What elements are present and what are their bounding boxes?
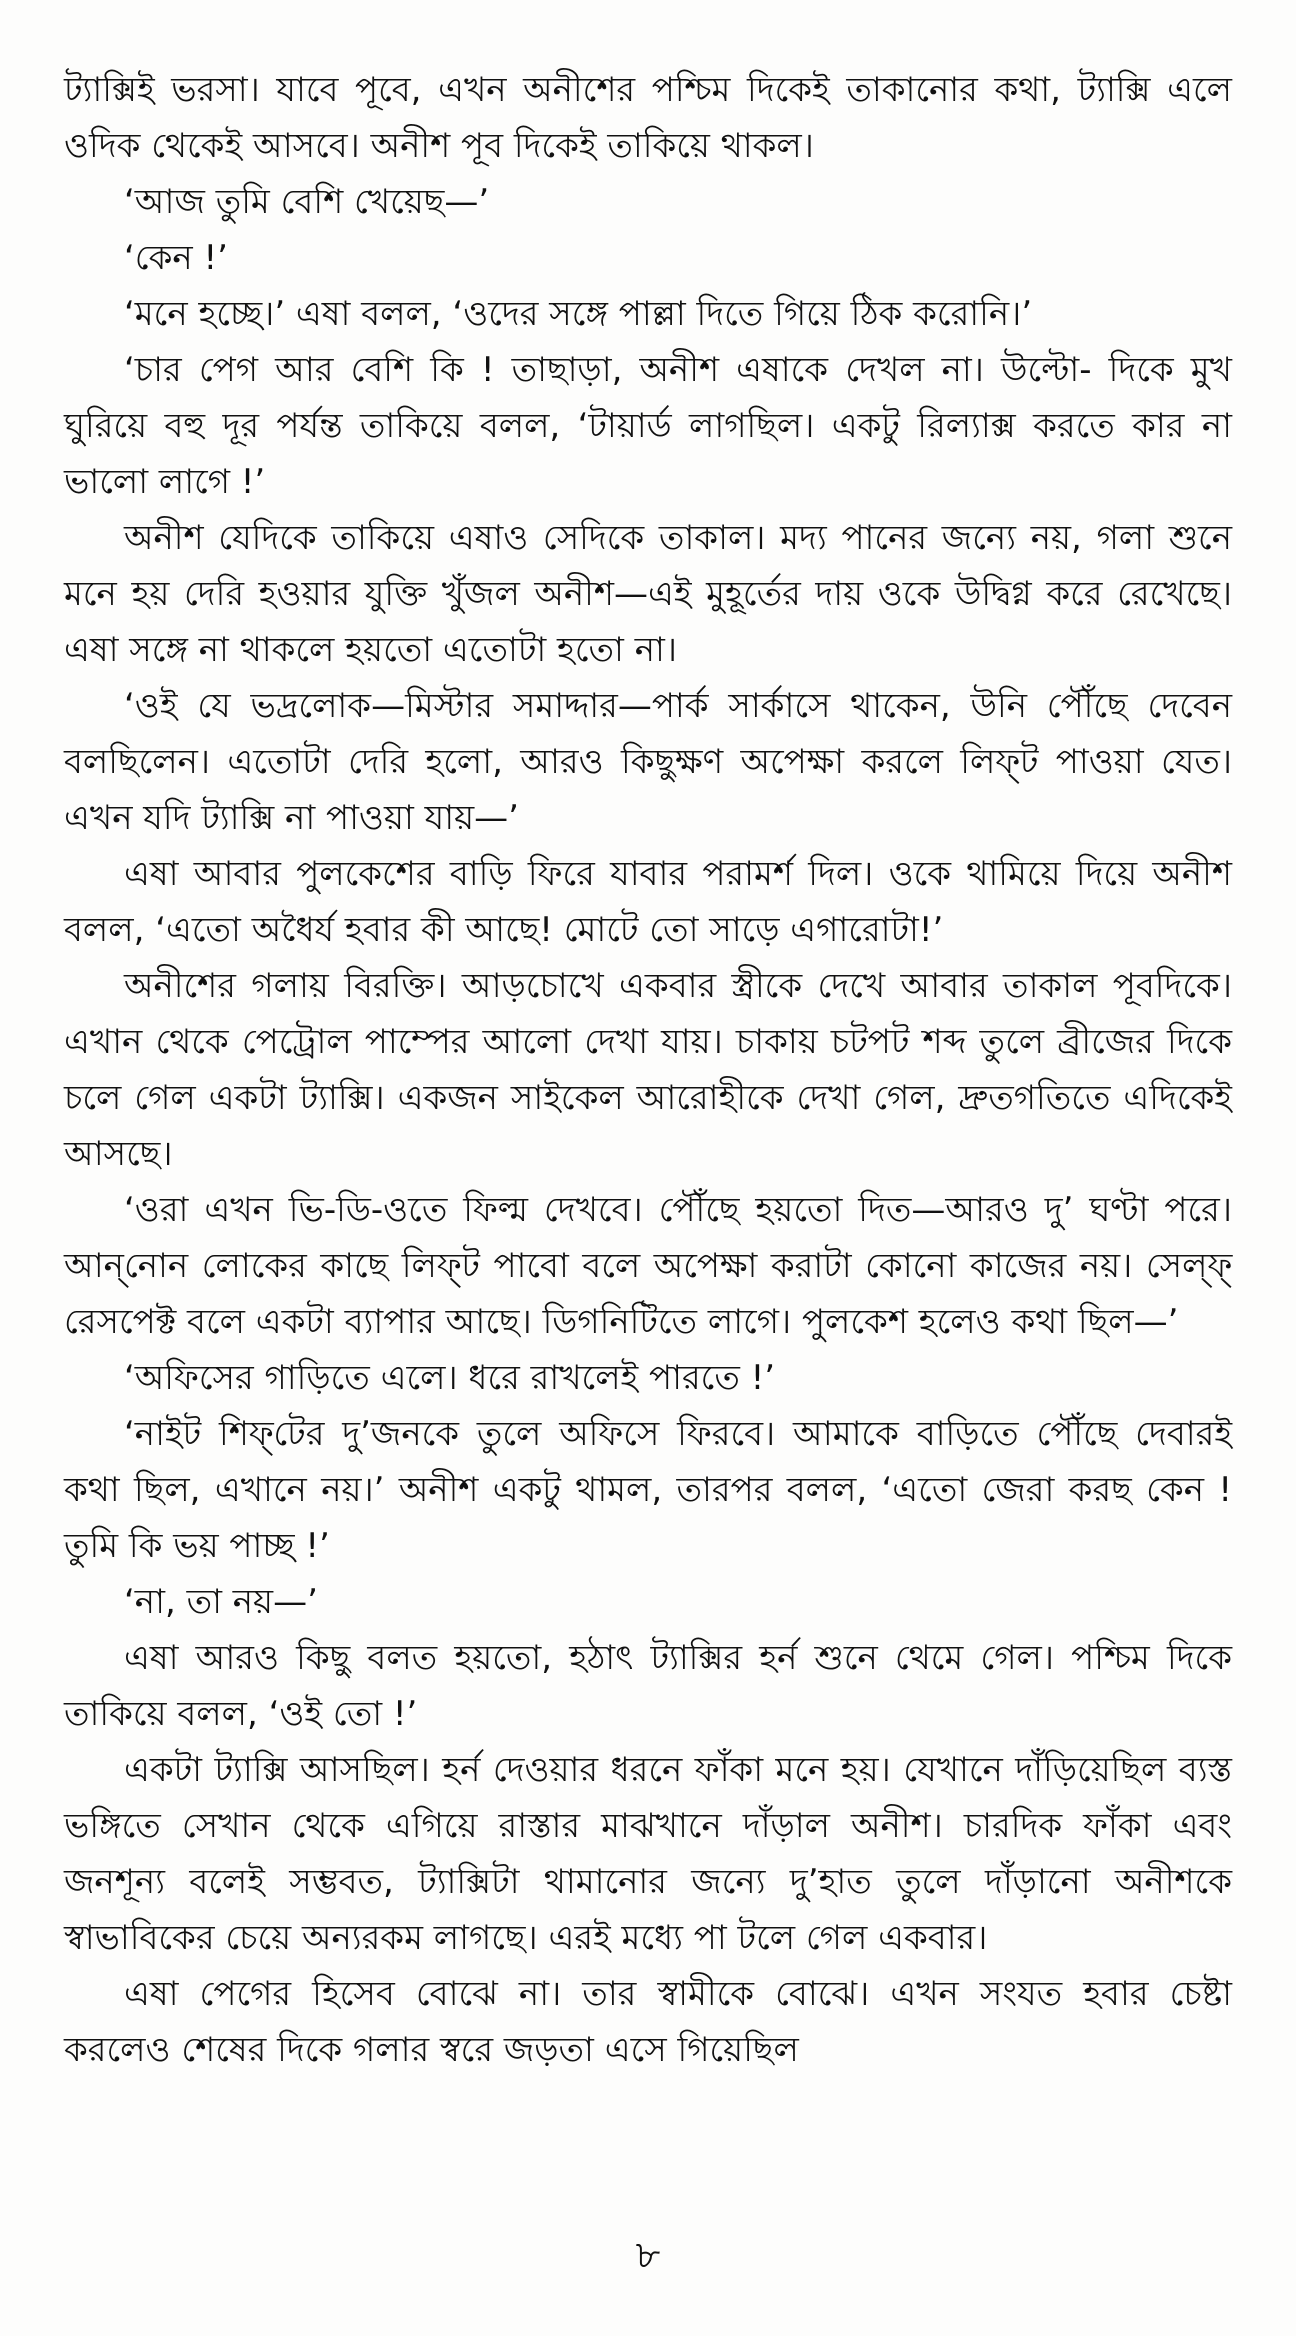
paragraph: ‘কেন !’ (124, 238, 228, 278)
page-number: ৮ (635, 2233, 661, 2277)
paragraph: অনীশ যেদিকে তাকিয়ে এষাও সেদিকে তাকাল। মদ্য পানের জন্যে নয়, গলা শুনে মনে হয় দেরি হওয়ার যুক্তি খুঁজল অনীশ—এই মুহূর্তের দায় ওকে উদ্বিগ্ন করে রেখেছে। এষা সঙ্গে না থাকলে হয়তো এতোটা হতো না। (64, 518, 1232, 670)
paragraph: ‘ওরা এখন ভি-ডি-ওতে ফিল্ম দেখবে। পৌঁছে হয়তো দিত—আরও দু’ ঘণ্টা পরে। আন্‌নোন লোকের কাছে লিফ্‌ট পাবো বলে অপেক্ষা করাটা কোনো কাজের নয়। সেল্‌ফ্‌ রেসপেক্ট বলে একটা ব্যাপার আছে। ডিগনিটিতে লাগে। পুলকেশ হলেও কথা ছিল—’ (64, 1190, 1232, 1342)
paragraph: অনীশের গলায় বিরক্তি। আড়চোখে একবার স্ত্রীকে দেখে আবার তাকাল পূবদিকে। এখান থেকে পেট্রোল পাম্পের আলো দেখা যায়। চাকায় চটপট শব্দ তুলে ব্রীজের দিকে চলে গেল একটা ট্যাক্সি। একজন সাইকেল আরোহীকে দেখা গেল, দ্রুতগতিতে এদিকেই আসছে। (64, 966, 1232, 1174)
paragraph: একটা ট্যাক্সি আসছিল। হর্ন দেওয়ার ধরনে ফাঁকা মনে হয়। যেখানে দাঁড়িয়েছিল ব্যস্ত ভঙ্গিতে সেখান থেকে এগিয়ে রাস্তার মাঝখানে দাঁড়াল অনীশ। চারদিক ফাঁকা এবং জনশূন্য বলেই সম্ভবত, ট্যাক্সিটা থামানোর জন্যে দু’হাত তুলে দাঁড়ানো অনীশকে স্বাভাবিকের চেয়ে অন্যরকম লাগছে। এরই মধ্যে পা টলে গেল একবার। (64, 1750, 1232, 1958)
paragraph: ‘অফিসের গাড়িতে এলে। ধরে রাখলেই পারতে !’ (124, 1358, 776, 1398)
paragraph: এষা আরও কিছু বলত হয়তো, হঠাৎ ট্যাক্সির হর্ন শুনে থেমে গেল। পশ্চিম দিকে তাকিয়ে বলল, ‘ওই তো !’ (64, 1638, 1232, 1734)
paragraph: ‘চার পেগ আর বেশি কি ! তাছাড়া, অনীশ এষাকে দেখল না। উল্টো- দিকে মুখ ঘুরিয়ে বহু দূর পর্যন্ত তাকিয়ে বলল, ‘টায়ার্ড লাগছিল। একটু রিল্যাক্স করতে কার না ভালো লাগে !’ (64, 350, 1232, 502)
paragraph: ‘মনে হচ্ছে।’ এষা বলল, ‘ওদের সঙ্গে পাল্লা দিতে গিয়ে ঠিক করোনি।’ (124, 294, 1033, 334)
paragraph: ‘আজ তুমি বেশি খেয়েছ—’ (124, 182, 490, 222)
paragraph: ট্যাক্সিই ভরসা। যাবে পূবে, এখন অনীশের পশ্চিম দিকেই তাকানোর কথা, ট্যাক্সি এলে ওদিক থেকেই আসবে। অনীশ পূব দিকেই তাকিয়ে থাকল। (64, 70, 1232, 166)
body-text (64, 62, 1232, 2078)
paragraph: ‘নাইট শিফ্‌টের দু’জনকে তুলে অফিসে ফিরবে। আমাকে বাড়িতে পৌঁছে দেবারই কথা ছিল, এখানে নয়।’ অনীশ একটু থামল, তারপর বলল, ‘এতো জেরা করছ কেন ! তুমি কি ভয় পাচ্ছ !’ (64, 1414, 1232, 1566)
paragraph: ‘ওই যে ভদ্রলোক—মিস্টার সমাদ্দার—পার্ক সার্কাসে থাকেন, উনি পৌঁছে দেবেন বলছিলেন। এতোটা দেরি হলো, আরও কিছুক্ষণ অপেক্ষা করলে লিফ্‌ট পাওয়া যেত। এখন যদি ট্যাক্সি না পাওয়া যায়—’ (64, 686, 1232, 838)
paragraph: ‘না, তা নয়—’ (124, 1582, 318, 1622)
paragraph: এষা আবার পুলকেশের বাড়ি ফিরে যাবার পরামর্শ দিল। ওকে থামিয়ে দিয়ে অনীশ বলল, ‘এতো অধৈর্য হবার কী আছে! মোটে তো সাড়ে এগারোটা!’ (64, 854, 1232, 950)
paragraph: এষা পেগের হিসেব বোঝে না। তার স্বামীকে বোঝে। এখন সংযত হবার চেষ্টা করলেও শেষের দিকে গলার স্বরে জড়তা এসে গিয়েছিল (64, 1974, 1232, 2070)
